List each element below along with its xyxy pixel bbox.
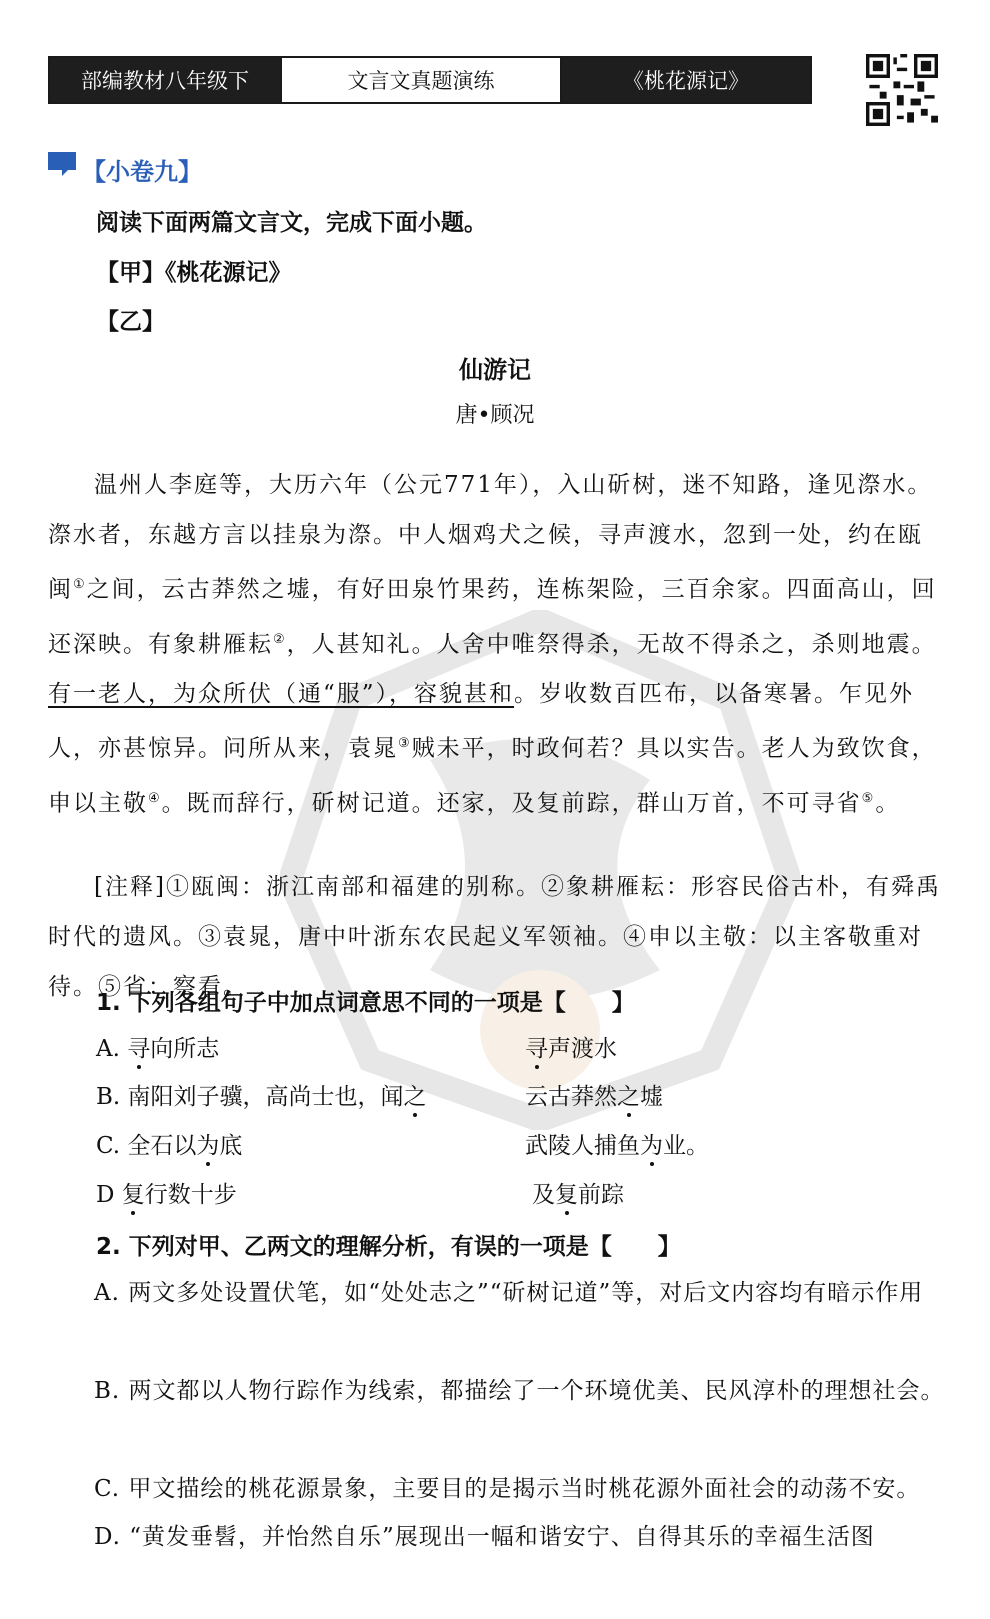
qr-code xyxy=(866,54,938,126)
underlined-sentence: 有一老人，为众所伏（通“服”），容貌甚和 xyxy=(48,681,515,708)
q1-option-a-right: 寻声渡水 xyxy=(525,1030,617,1063)
body-text: 。岁收数百匹布，以备寒暑。乍见外人，亦甚惊异。问所从来，袁晁 xyxy=(48,681,915,762)
body-text: 温州人李庭等，大历六年（公元771年），入山斫树，迷不知路，逢见漈水。漈水者，东越方言以挂泉为漈。中人烟鸡犬之候，寻声渡水，忽到一处，约在瓯闽 xyxy=(48,472,933,603)
q1-option-c-right: 武陵人捕鱼为业。 xyxy=(525,1127,709,1160)
body-text: 。 xyxy=(875,790,901,817)
footnote-ref: ⑤ xyxy=(861,790,876,806)
q1-option-d-right: 及复前踪 xyxy=(532,1176,624,1209)
passage-jia-label: 【甲】《桃花源记》 xyxy=(96,260,292,286)
question-2-stem: 2. 下列对甲、乙两文的理解分析，有误的一项是【 】 xyxy=(96,1234,681,1260)
article-body xyxy=(48,460,942,829)
q1-option-a-left: A. 寻向所志 xyxy=(96,1030,219,1063)
footnote-ref: ② xyxy=(273,631,287,647)
body-text: 之间，云古莽然之墟，有好田泉竹果药，连栋架险，三百余家。四面高山，回还深映。有象耕雁耘 xyxy=(48,576,937,658)
instruction: 阅读下面两篇文言文，完成下面小题。 xyxy=(96,210,487,236)
body-text: 贼未平，时政何若？具以实告。老人为致饮食，申以主敬 xyxy=(48,735,937,817)
passage-yi-label: 【乙】 xyxy=(96,309,165,335)
bookmark-icon xyxy=(48,152,76,176)
q1-option-c-left: C. 全石以为底 xyxy=(96,1127,242,1160)
question-1-stem: 1. 下列各组句子中加点词意思不同的一项是【 】 xyxy=(96,990,635,1016)
q1-option-b-left: B. 南阳刘子骥，高尚士也，闻之 xyxy=(96,1078,427,1111)
header-grade: 部编教材八年级下 xyxy=(50,58,280,102)
footnote-ref: ① xyxy=(73,577,87,592)
body-text: 。既而辞行，斫树记道。还家，及复前踪，群山万首，不可寻省 xyxy=(161,790,862,817)
footnote-ref: ④ xyxy=(148,790,162,806)
q2-option-c: C. 甲文描绘的桃花源景象，主要目的是揭示当时桃花源外面社会的动荡不安。 xyxy=(94,1476,921,1502)
notes-label: [注释] xyxy=(94,874,166,900)
notes-text: ①瓯闽：浙江南部和福建的别称。②象耕雁耘：形容民俗古朴，有舜禹时代的遗风。③袁晁，唐中叶浙东农民起义军领袖。④申以主敬：以主客敬重对待。⑤省：察看。 xyxy=(48,874,941,1000)
body-text: ，人甚知礼。人舍中唯祭得杀，无故不得杀之，杀则地震。 xyxy=(286,631,937,658)
header-topic: 文言文真题演练 xyxy=(280,58,562,102)
q1-option-b-right: 云古莽然之墟 xyxy=(525,1078,663,1111)
q2-option-b: B. 两文都以人物行踪作为线索，都描绘了一个环境优美、民风淳朴的理想社会。 xyxy=(94,1378,945,1404)
section-title: 【小卷九】 xyxy=(82,158,202,186)
article-title: 仙游记 xyxy=(459,356,531,384)
article-author: 唐•顾况 xyxy=(455,403,535,428)
header-bar xyxy=(48,56,812,104)
header-lesson: 《桃花源记》 xyxy=(562,58,810,102)
q2-option-a: A. 两文多处设置伏笔，如“处处志之”“斫树记道”等，对后文内容均有暗示作用 xyxy=(94,1280,924,1306)
q2-option-d: D. “黄发垂髫，并怡然自乐”展现出一幅和谐安宁、自得其乐的幸福生活图 xyxy=(94,1524,875,1550)
q1-option-d-left: D 复行数十步 xyxy=(96,1176,237,1209)
footnote-ref: ③ xyxy=(398,736,412,752)
